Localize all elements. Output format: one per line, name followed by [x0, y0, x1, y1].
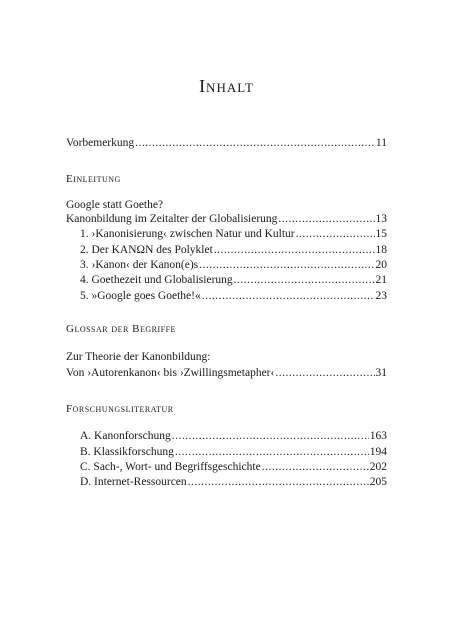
toc-entry-label: A. Kanonforschung — [80, 430, 171, 442]
toc-entry-page: 20 — [375, 259, 387, 271]
toc-subentry-5[interactable] — [80, 289, 387, 303]
toc-leader-dots — [202, 289, 375, 303]
toc-entry-page: 15 — [375, 228, 387, 240]
toc-entry-label: Kanonbildung im Zeitalter der Globalisierung — [66, 213, 278, 225]
toc-entry-label: 2. Der KANΩN des Polyklet — [80, 244, 213, 256]
toc-entry-label: Von ›Autorenkanon‹ bis ›Zwillingsmetapher‹ — [66, 367, 275, 379]
toc-subentry-d[interactable] — [80, 475, 387, 489]
toc-entry-vorbemerkung[interactable] — [66, 136, 387, 150]
toc-entry-label: 1. ›Kanonisierung‹ zwischen Natur und Kultur — [80, 228, 295, 240]
toc-subentry-1[interactable] — [80, 227, 387, 241]
section-heading-einleitung: Einleitung — [66, 173, 121, 185]
toc-leader-dots — [214, 243, 375, 257]
section-intro-line: Google statt Goethe? — [66, 199, 164, 211]
toc-entry-page: 163 — [369, 430, 387, 442]
toc-entry-kanonbildung[interactable] — [66, 212, 387, 226]
section-intro-line: Zur Theorie der Kanonbildung: — [66, 351, 211, 363]
toc-entry-page: 202 — [369, 461, 387, 473]
toc-leader-dots — [199, 258, 374, 272]
toc-leader-dots — [172, 429, 369, 443]
toc-leader-dots — [296, 227, 375, 241]
toc-entry-page: 11 — [375, 137, 387, 149]
toc-entry-label: C. Sach-, Wort- und Begriffsgeschichte — [80, 461, 261, 473]
toc-subentry-2[interactable] — [80, 243, 387, 257]
toc-leader-dots — [135, 136, 375, 150]
page-title: Inhalt — [199, 76, 254, 96]
toc-leader-dots — [262, 460, 369, 474]
toc-subentry-c[interactable] — [80, 460, 387, 474]
toc-leader-dots — [175, 445, 369, 459]
toc-entry-page: 31 — [375, 367, 387, 379]
toc-entry-page: 13 — [375, 213, 387, 225]
toc-entry-glossar[interactable] — [66, 366, 387, 380]
toc-entry-label: 3. ›Kanon‹ der Kanon(e)s — [80, 259, 199, 271]
toc-subentry-3[interactable] — [80, 258, 387, 272]
toc-entry-page: 205 — [369, 476, 387, 488]
toc-leader-dots — [188, 475, 369, 489]
toc-entry-label: Vorbemerkung — [66, 137, 135, 149]
toc-subentry-b[interactable] — [80, 445, 387, 459]
toc-entry-label: 4. Goethezeit und Globalisierung — [80, 274, 233, 286]
section-heading-glossar: Glossar der Begriffe — [66, 323, 176, 335]
toc-leader-dots — [234, 273, 375, 287]
toc-entry-page: 18 — [375, 244, 387, 256]
toc-leader-dots — [278, 212, 374, 226]
toc-entry-label: 5. »Google goes Goethe!« — [80, 290, 201, 302]
toc-entry-label: B. Klassikforschung — [80, 446, 174, 458]
toc-leader-dots — [275, 366, 374, 380]
toc-entry-page: 21 — [375, 274, 387, 286]
toc-entry-page: 194 — [369, 446, 387, 458]
toc-subentry-a[interactable] — [80, 429, 387, 443]
toc-entry-label: D. Internet-Ressourcen — [80, 476, 187, 488]
toc-entry-page: 23 — [375, 290, 387, 302]
toc-subentry-4[interactable] — [80, 273, 387, 287]
section-heading-forschungsliteratur: Forschungsliteratur — [66, 403, 174, 415]
